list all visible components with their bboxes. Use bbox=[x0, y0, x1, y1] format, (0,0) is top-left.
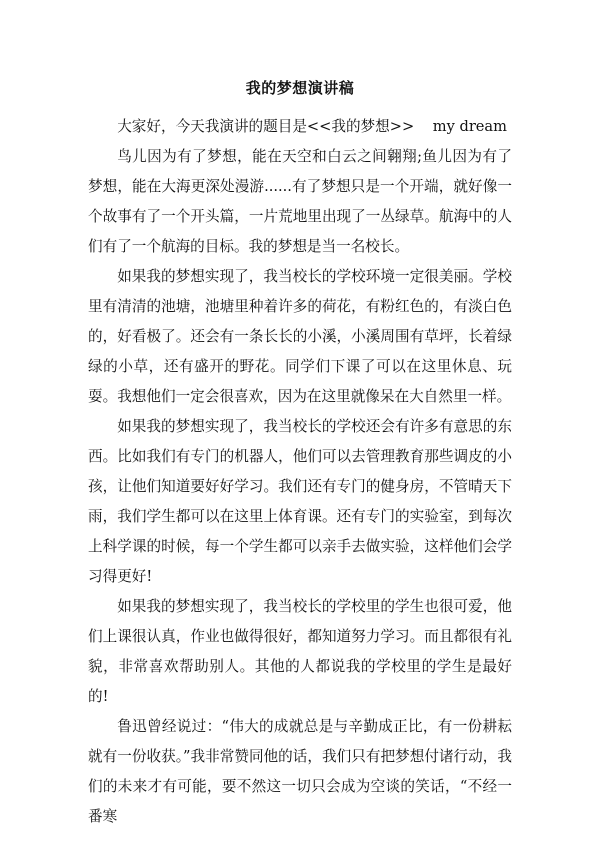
paragraph-dream-intro: 鸟儿因为有了梦想，能在天空和白云之间翱翔;鱼儿因为有了梦想，能在大海更深处漫游......有了梦想只是一个开端，就好像一个故事有了一个开头篇，一片荒地里出现了一丛绿草。航海中的人们有了一个航海的目标。我的梦想是当一名校长。 bbox=[88, 148, 512, 255]
document-body bbox=[88, 112, 512, 832]
paragraph-school-features: 如果我的梦想实现了，我当校长的学校还会有许多有意思的东西。比如我们有专门的机器人，他们可以去管理教育那些调皮的小孩，让他们知道要好好学习。我们还有专门的健身房，不管晴天下雨，我们学生都可以在这里上体育课。还有专门的实验室，到每次上科学课的时候，每一个学生都可以亲手去做实验，这样他们会学习得更好! bbox=[88, 418, 512, 585]
document-title: 我的梦想演讲稿 bbox=[245, 79, 355, 97]
paragraph-students: 如果我的梦想实现了，我当校长的学校里的学生也很可爱，他们上课很认真，作业也做得很好，都知道努力学习。而且都很有礼貌，非常喜欢帮助别人。其他的人都说我的学校里的学生是最好的! bbox=[88, 598, 512, 705]
paragraph-school-environment: 如果我的梦想实现了，我当校长的学校环境一定很美丽。学校里有清清的池塘，池塘里种着许多的荷花，有粉红色的，有淡白色的，好看极了。还会有一条长长的小溪，小溪周围有草坪，长着绿绿的小草，还有盛开的野花。同学们下课了可以在这里休息、玩耍。我想他们一定会很喜欢，因为在这里就像呆在大自然里一样。 bbox=[88, 268, 512, 405]
paragraph-lu-xun-quote: 鲁迅曾经说过：“伟大的成就总是与辛勤成正比，有一份耕耘就有一份收获。”我非常赞同他的话，我们只有把梦想付诸行动，我们的未来才有可能，要不然这一切只会成为空谈的笑话，“不经一番寒 bbox=[88, 718, 512, 825]
paragraph-greeting: 大家好，今天我演讲的题目是<<我的梦想>> my dream bbox=[117, 118, 507, 135]
